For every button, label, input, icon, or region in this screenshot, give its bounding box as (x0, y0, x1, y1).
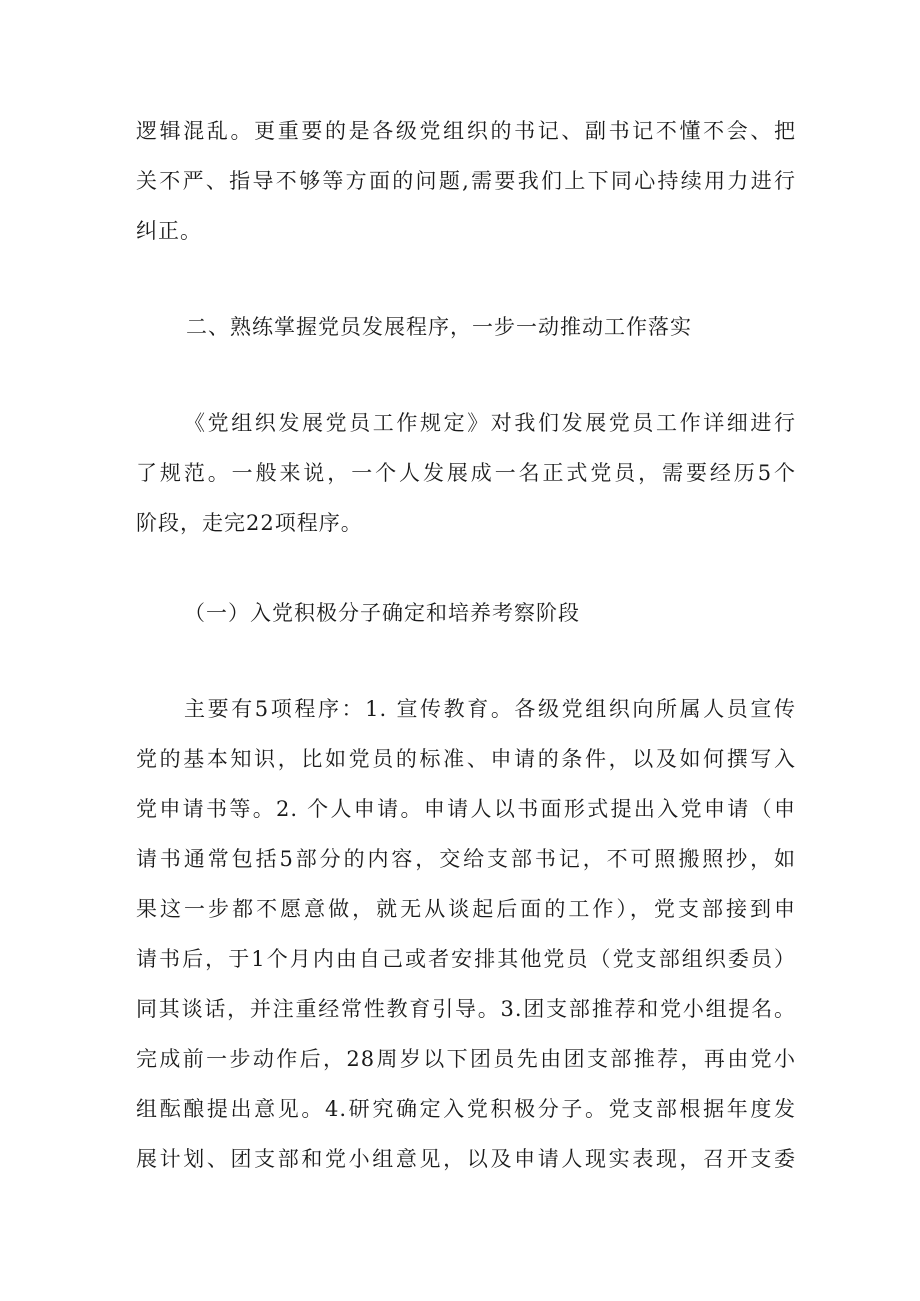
paragraph-3-line-3: 党申请书等。2. 个人申请。申请人以书面形式提出入党申请（申 (136, 797, 796, 821)
subsection-heading-1: （一）入党积极分子确定和培养考察阶段 (184, 601, 580, 625)
paragraph-3-line-2: 党的基本知识，比如党员的标准、申请的条件，以及如何撰写入 (136, 747, 796, 771)
paragraph-2-line-1: 《党组织发展党员工作规定》对我们发展党员工作详细进行 (184, 411, 796, 435)
paragraph-3-line-7: 同其谈话，并注重经常性教育引导。3.团支部推荐和党小组提名。 (136, 997, 796, 1021)
paragraph-3-line-8: 完成前一步动作后，28周岁以下团员先由团支部推荐，再由党小 (136, 1047, 796, 1071)
paragraph-2-line-3: 阶段，走完22项程序。 (136, 511, 363, 535)
paragraph-3-line-4: 请书通常包括5部分的内容，交给支部书记，不可照搬照抄，如 (136, 847, 796, 871)
paragraph-1-line-2: 关不严、指导不够等方面的问题,需要我们上下同心持续用力进行 (136, 169, 796, 193)
paragraph-3-line-6: 请书后，于1个月内由自己或者安排其他党员（党支部组织委员） (136, 947, 796, 971)
paragraph-1-line-1: 逻辑混乱。更重要的是各级党组织的书记、副书记不懂不会、把 (136, 119, 796, 143)
paragraph-3-line-9: 组酝酿提出意见。4.研究确定入党积极分子。党支部根据年度发 (136, 1097, 796, 1121)
paragraph-3-line-10: 展计划、团支部和党小组意见，以及申请人现实表现，召开支委 (136, 1147, 796, 1171)
paragraph-2-line-2: 了规范。一般来说，一个人发展成一名正式党员，需要经历5个 (136, 461, 796, 485)
section-heading-2: 二、熟练掌握党员发展程序，一步一动推动工作落实 (186, 315, 692, 339)
paragraph-3-line-5: 果这一步都不愿意做，就无从谈起后面的工作），党支部接到申 (136, 897, 796, 921)
paragraph-3-line-1: 主要有5项程序：1. 宣传教育。各级党组织向所属人员宣传 (184, 697, 796, 721)
paragraph-1-line-3: 纠正。 (136, 219, 202, 243)
